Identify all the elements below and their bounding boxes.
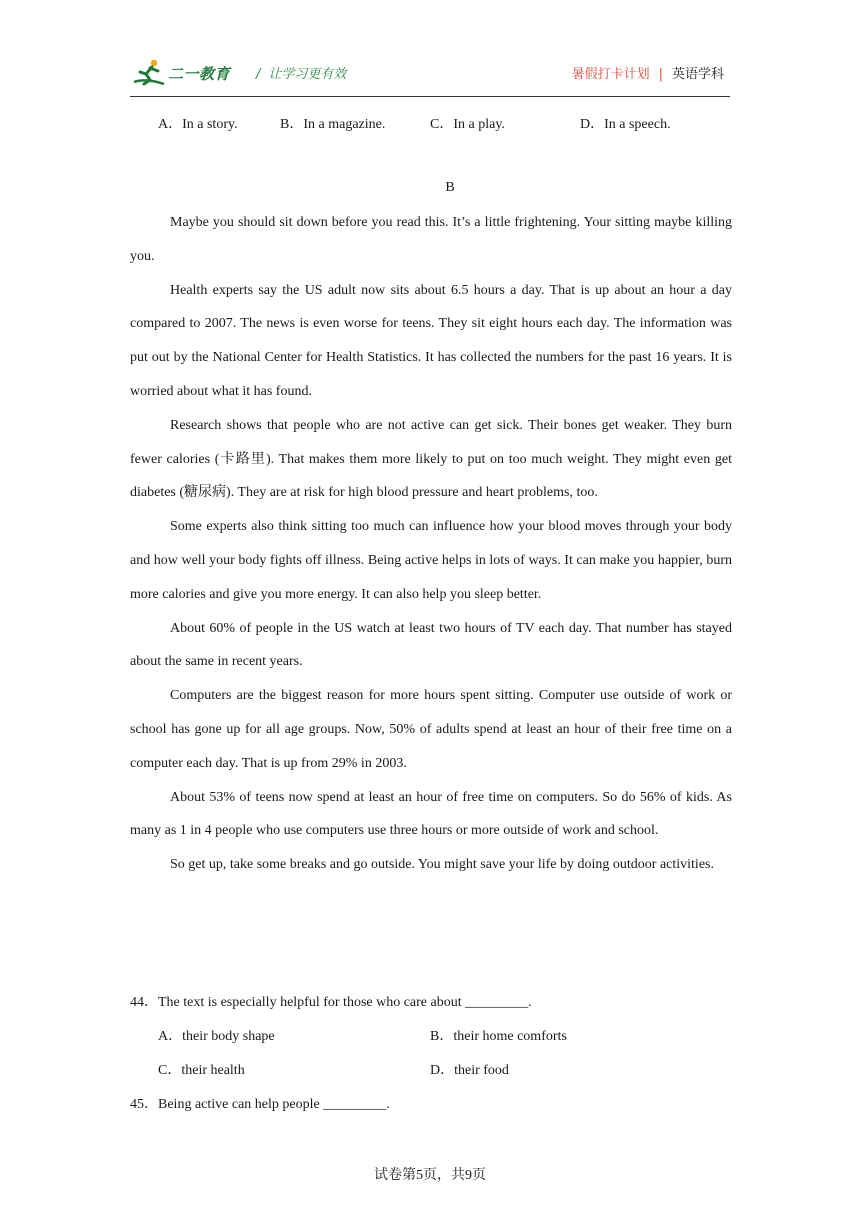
page-footer: 试卷第5页，共9页 [374, 1168, 486, 1183]
header-divider: | [658, 67, 663, 82]
section-label: B [445, 180, 455, 195]
running-person-logo-icon [132, 58, 166, 88]
prev-option-b: B．In a magazine. [280, 117, 386, 132]
reading-passage [130, 206, 732, 882]
prev-option-a: A．In a story. [158, 117, 238, 132]
plan-label: 暑假打卡计划 [571, 67, 650, 82]
question-44-option-c: C．their health [158, 1063, 245, 1078]
slogan-separator: / [256, 67, 261, 82]
passage-paragraph: Maybe you should sit down before you read this. It’s a little frightening. Your sitting maybe killing you. [130, 215, 732, 264]
slogan [256, 63, 346, 82]
slogan-text: 让学习更有效 [268, 67, 347, 82]
header-right [572, 63, 724, 82]
brand-logo [132, 58, 230, 88]
passage-paragraph: Research shows that people who are not active can get sick. Their bones get weaker. They burn fewer calories (卡路里). That makes them more likely to put on too much weight. They might even get diabetes (糖尿病). They are at risk for high blood pressure and heart problems, too. [130, 417, 732, 501]
prev-option-d: D．In a speech. [580, 117, 671, 132]
prev-option-c: C．In a play. [430, 117, 505, 132]
passage-paragraph: Health experts say the US adult now sits about 6.5 hours a day. That is up about an hour a day compared to 2007. The news is even worse for teens. They sit eight hours each day. The information was put out by the National Center for Health Statistics. It has collected the numbers for the past 16 years. It is worried about what it has found. [130, 282, 732, 399]
question-44-option-a: A．their body shape [158, 1029, 275, 1044]
passage-paragraph: Computers are the biggest reason for more hours spent sitting. Computer use outside of work or school has gone up for all age groups. Now, 50% of adults spend at least an hour of their free time on a computer each day. That is up from 29% in 2003. [130, 688, 732, 771]
passage-paragraph: So get up, take some breaks and go outside. You might save your life by doing outdoor activities. [170, 857, 714, 873]
question-44-option-d: D．their food [430, 1063, 509, 1078]
passage-paragraph: Some experts also think sitting too much can influence how your blood moves through your body and how well your body fights off illness. Being active helps in lots of ways. It can make you happier, burn more calories and give you more energy. It can also help you sleep better. [130, 519, 732, 602]
page-header [130, 56, 730, 96]
subject-label: 英语学科 [671, 67, 724, 82]
passage-paragraph: About 60% of people in the US watch at least two hours of TV each day. That number has stayed about the same in recent years. [130, 620, 732, 670]
logo-text: 二一教育 [168, 64, 231, 83]
passage-paragraph: About 53% of teens now spend at least an hour of free time on computers. So do 56% of kids. As many as 1 in 4 people who use computers use three hours or more outside of work and school. [130, 789, 732, 839]
question-44-option-b: B．their home comforts [430, 1029, 567, 1044]
question-44-stem: 44．The text is especially helpful for those who care about _________. [130, 995, 532, 1010]
question-45-stem: 45．Being active can help people _________. [130, 1097, 390, 1112]
header-rule [130, 96, 730, 97]
